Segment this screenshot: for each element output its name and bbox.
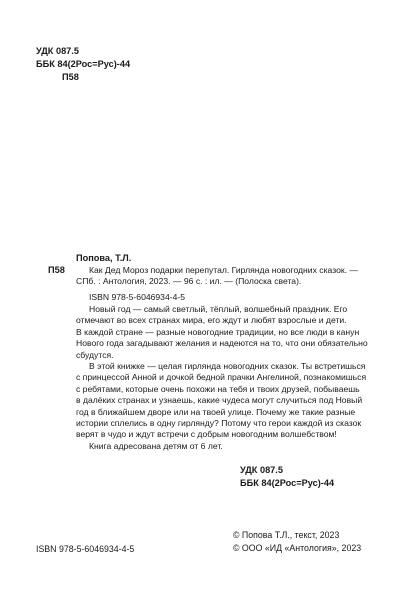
annotation-line: верят в чудо и ждут встречи с добрым новогодним волшебством!: [76, 429, 337, 440]
annotation-paragraph-1: [76, 304, 368, 361]
annotation-line: отмечают во всех странах мира, его ждут и любят взрослые и дети.: [76, 315, 347, 326]
annotation-line: Новый год — самый светлый, тёплый, волшебный праздник. Его: [89, 304, 348, 314]
copyright-publisher: © ООО «ИД «Антология», 2023: [233, 543, 362, 553]
annotation-line: с принцессой Анной и дочкой бедной прачки Ангелиной, познакомишься: [76, 372, 367, 383]
card-author-mark: П58: [48, 265, 65, 275]
annotation-line: В этой книжке — целая гирлянда новогодних сказок. Ты встретишься: [89, 361, 366, 371]
author-mark: П58: [62, 72, 79, 82]
bibliographic-description: [76, 265, 358, 288]
copyright-author: © Попова Т.Л., текст, 2023: [233, 530, 340, 540]
bbk-code: ББК 84(2Рос=Рус)-44: [36, 59, 131, 69]
udk-code: УДК 087.5: [36, 46, 79, 56]
card-bbk-code: ББК 84(2Рос=Рус)-44: [240, 478, 335, 488]
card-udk-code: УДК 087.5: [240, 465, 283, 475]
annotation-line: в далёких странах и узнаешь, какие чудеса могут случиться под Новый: [76, 395, 363, 406]
annotation-line: с ребятами, которые очень похожи на тебя и твоих друзей, побываешь: [76, 383, 360, 394]
bib-line: СПб. : Антология, 2023. — 96 с. : ил. — (Полоска света).: [76, 276, 302, 287]
bib-line: Как Дед Мороз подарки перепутал. Гирлянда новогодних сказок. —: [89, 265, 358, 275]
annotation-line: сбудутся.: [76, 349, 114, 360]
audience-note: Книга адресована детям от 6 лет.: [89, 441, 223, 451]
annotation-line: год в ближайшем дворе или на твоей улице. Почему же такие разные: [76, 406, 356, 417]
footer-isbn: ISBN 978-5-6046934-4-5: [36, 544, 135, 554]
annotation-paragraph-2: [76, 361, 366, 441]
annotation-line: истории сплелись в одну гирлянду? Потому что герои каждой из сказок: [76, 418, 362, 429]
card-isbn: ISBN 978-5-6046934-4-5: [89, 292, 186, 302]
annotation-line: В каждой стране — разные новогодние традиции, но все люди в канун: [76, 326, 360, 337]
annotation-line: Нового года загадывают желания и надеются на то, что они обязательно: [76, 338, 368, 349]
author-heading: Попова, Т.Л.: [76, 253, 132, 263]
